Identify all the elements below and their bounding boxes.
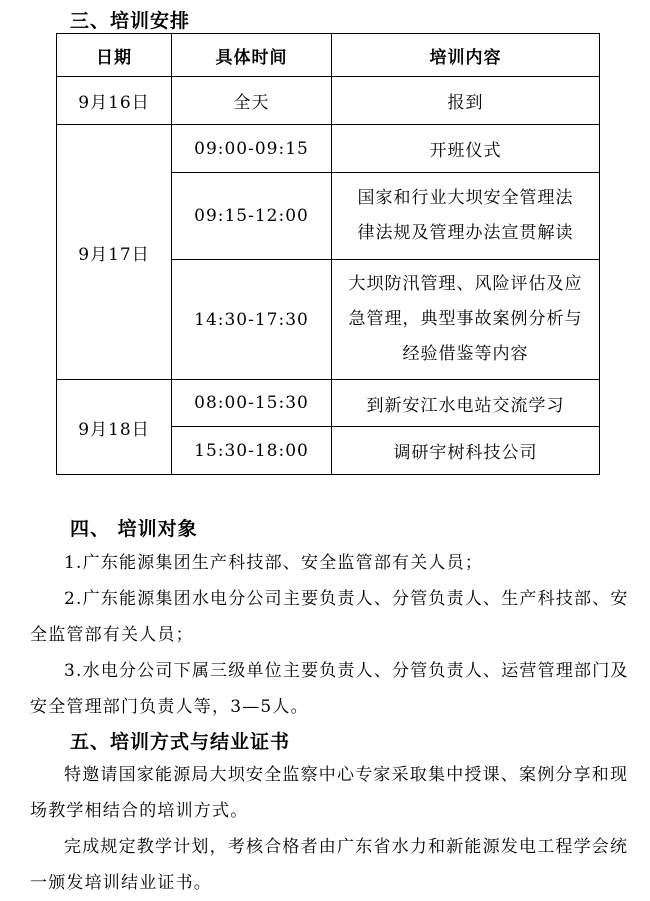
cell-date: 9月17日	[57, 125, 172, 380]
cell-content: 到新安江水电站交流学习	[332, 380, 600, 427]
cell-content-line: 急管理，典型事故案例分析与	[348, 309, 583, 329]
cell-content-line: 律法规及管理办法宣贯解读	[357, 223, 574, 243]
cell-content	[332, 173, 600, 260]
table-row	[57, 125, 600, 173]
cell-time: 全天	[172, 77, 332, 125]
cell-content	[332, 260, 600, 380]
cell-content-line: 大坝防汛管理、风险评估及应	[348, 274, 583, 294]
training-schedule-table	[56, 33, 600, 475]
paragraph: 特邀请国家能源局大坝安全监察中心专家采取集中授课、案例分享和现场教学相结合的培训方式。	[30, 765, 629, 821]
cell-date: 9月16日	[57, 77, 172, 125]
cell-time: 14:30-17:30	[172, 260, 332, 380]
list-item: 2.广东能源集团水电分公司主要负责人、分管负责人、生产科技部、安全监管部有关人员；	[30, 589, 629, 645]
cell-content-line: 经验借鉴等内容	[402, 344, 529, 364]
cell-content: 开班仪式	[332, 125, 600, 173]
paragraph: 完成规定教学计划，考核合格者由广东省水力和新能源发电工程学会统一颁发培训结业证书。	[30, 837, 629, 893]
section-3-heading: 三、培训安排	[70, 10, 191, 32]
section-5-heading: 五、培训方式与结业证书	[70, 731, 291, 753]
cell-time: 08:00-15:30	[172, 380, 332, 427]
header-time: 具体时间	[172, 34, 332, 77]
table-row	[57, 380, 600, 427]
cell-date: 9月18日	[57, 380, 172, 475]
section-5-body	[30, 757, 630, 901]
cell-time: 09:15-12:00	[172, 173, 332, 260]
cell-time: 09:00-09:15	[172, 125, 332, 173]
table-header-row	[57, 34, 600, 77]
section-4-heading: 四、 培训对象	[70, 518, 198, 540]
cell-content-line: 国家和行业大坝安全管理法	[357, 188, 574, 208]
list-item: 1.广东能源集团生产科技部、安全监管部有关人员；	[64, 553, 484, 573]
table-row	[57, 77, 600, 125]
cell-content: 调研宇树科技公司	[332, 427, 600, 475]
header-date: 日期	[57, 34, 172, 77]
cell-time: 15:30-18:00	[172, 427, 332, 475]
section-4-list	[30, 545, 630, 725]
list-item: 3.水电分公司下属三级单位主要负责人、分管负责人、运营管理部门及安全管理部门负责人等，3—5人。	[30, 661, 629, 717]
header-content: 培训内容	[332, 34, 600, 77]
cell-content: 报到	[332, 77, 600, 125]
